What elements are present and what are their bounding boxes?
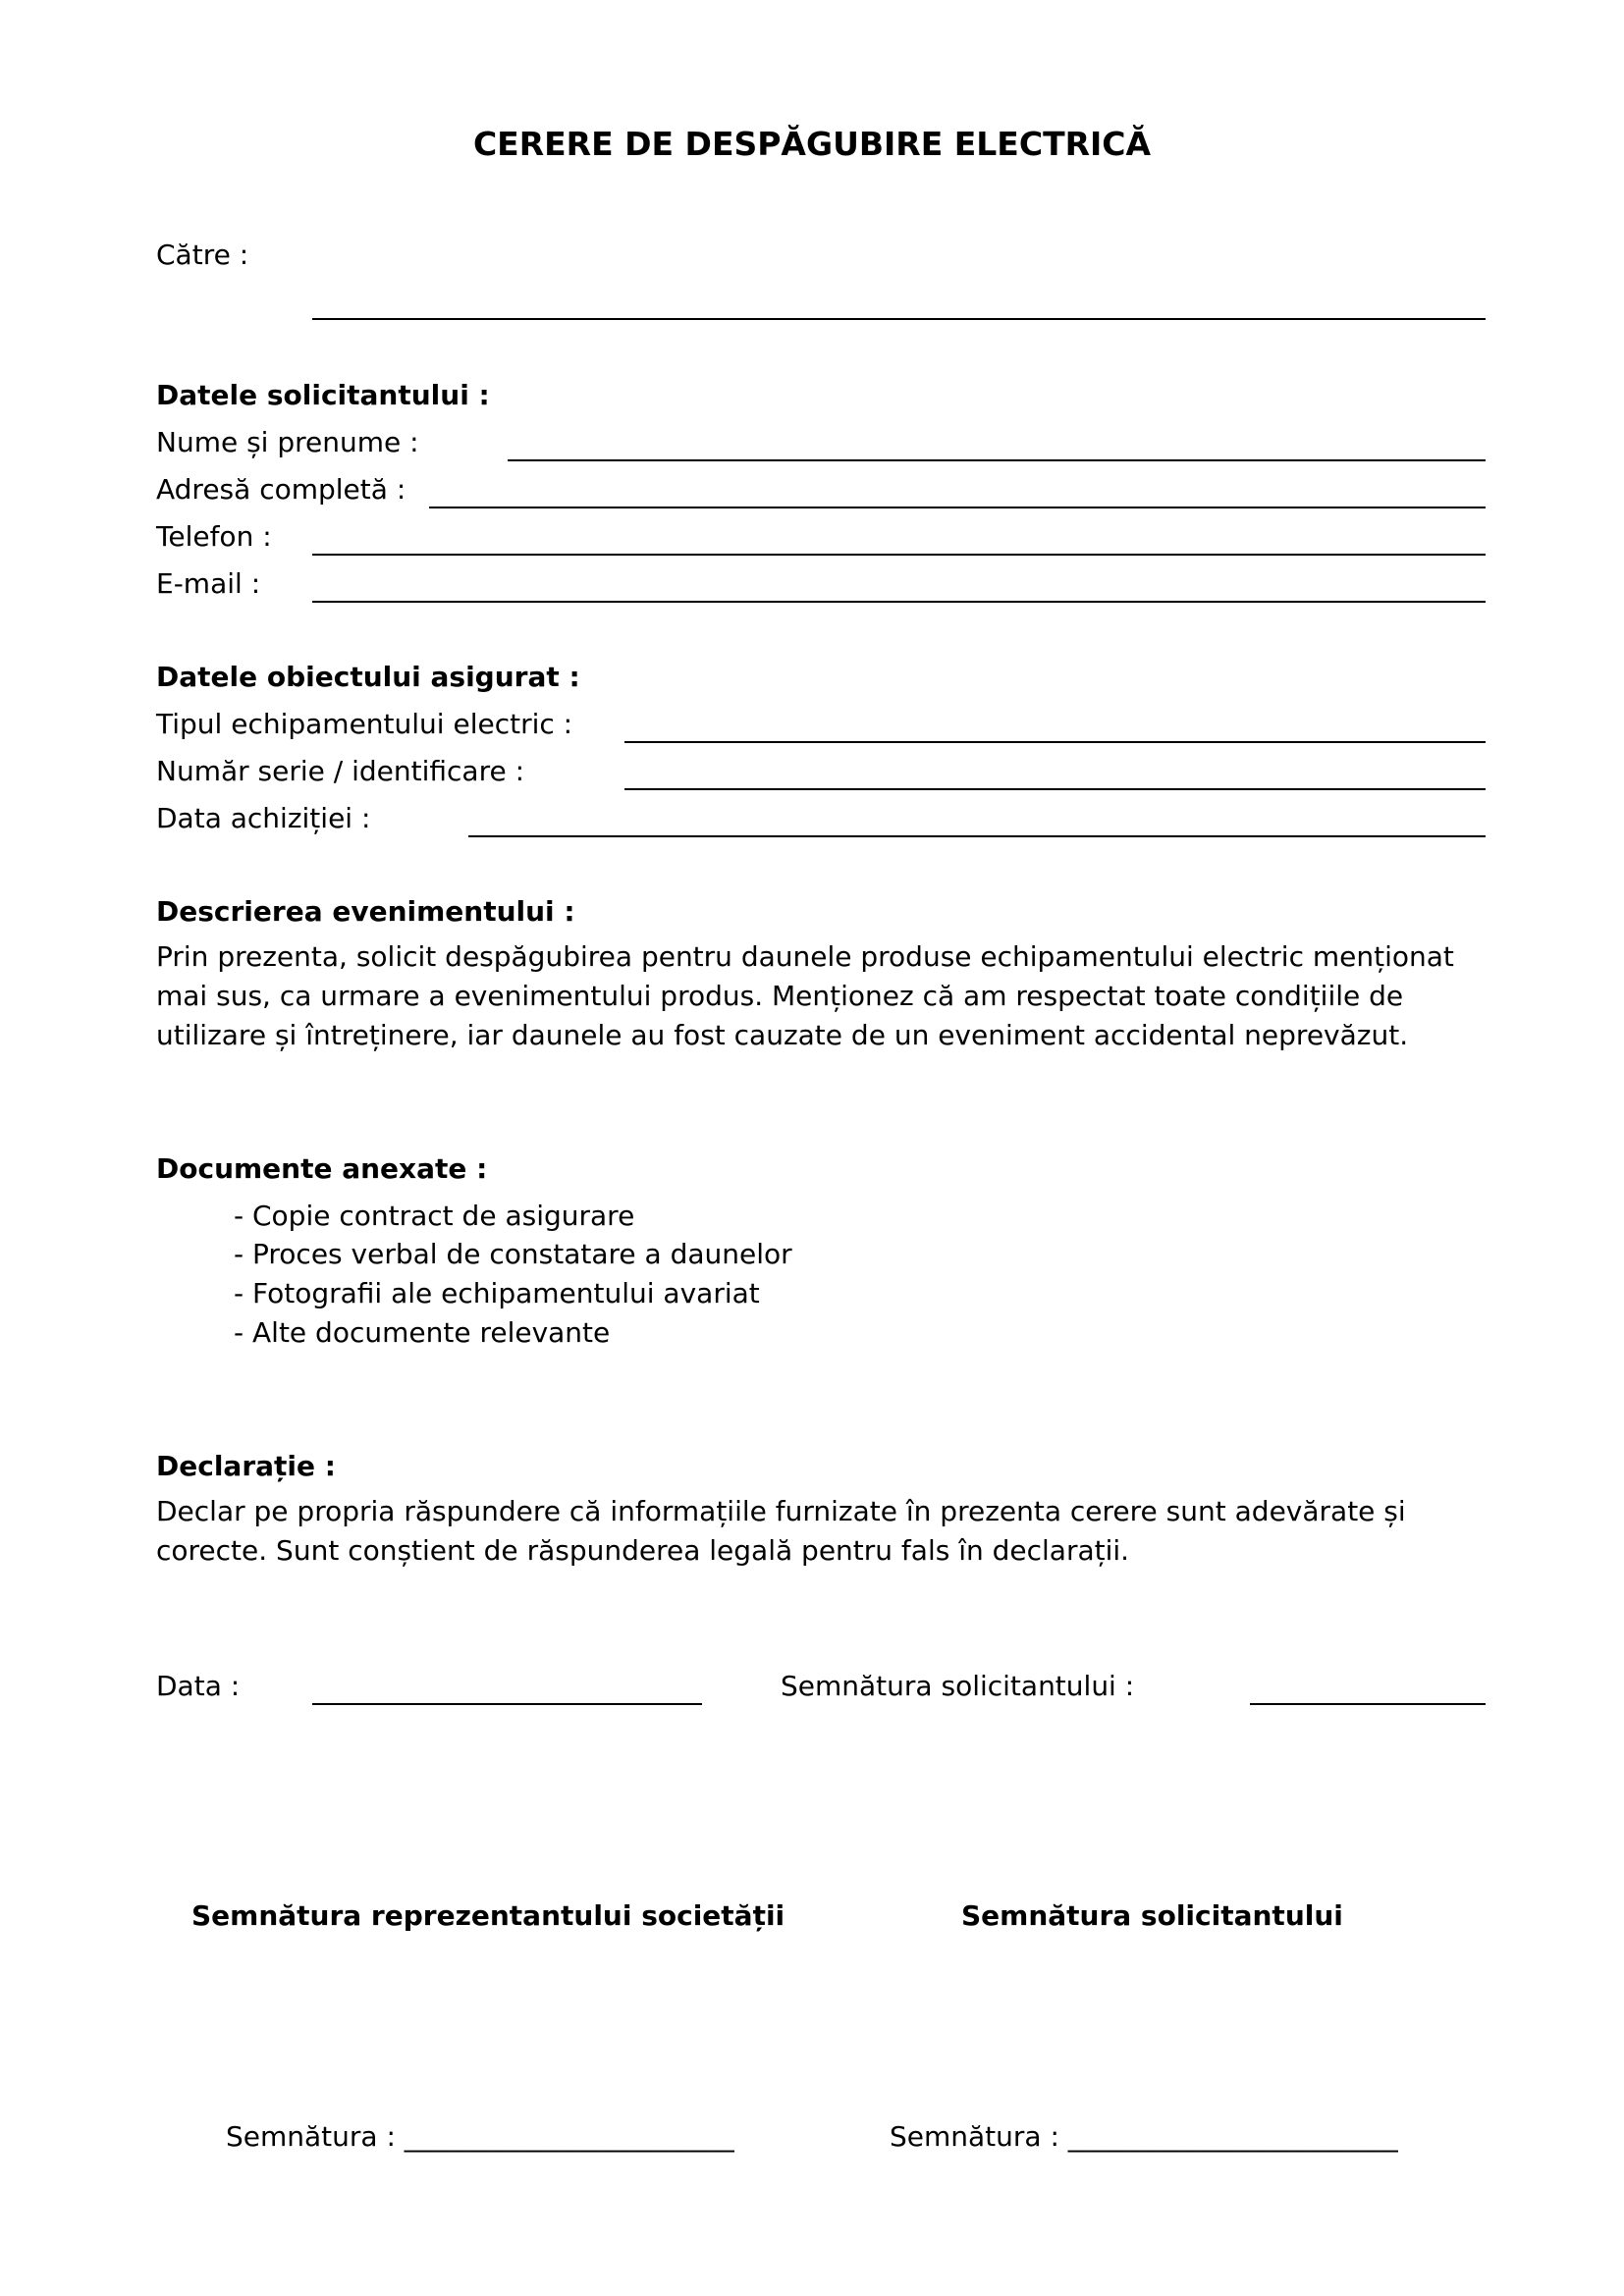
serial-number-label: Număr serie / identificare :: [156, 755, 525, 787]
serial-number-field[interactable]: [624, 788, 1486, 790]
recipient-field[interactable]: [312, 318, 1486, 320]
name-field[interactable]: [508, 459, 1486, 461]
date-field[interactable]: [312, 1703, 702, 1705]
applicant-signature-line[interactable]: Semnătura : ________________________: [890, 2120, 1398, 2153]
name-label: Nume și prenume :: [156, 426, 419, 458]
date-label: Data :: [156, 1670, 241, 1702]
phone-label: Telefon :: [156, 520, 272, 553]
purchase-date-field[interactable]: [468, 835, 1486, 837]
applicant-signature-label: Semnătura solicitantului :: [781, 1670, 1135, 1702]
applicant-signature-field[interactable]: [1250, 1703, 1486, 1705]
recipient-label: Către :: [156, 239, 249, 271]
applicant-heading: Datele solicitantului :: [156, 379, 490, 411]
event-description: Prin prezenta, solicit despăgubirea pentru daunele produse echipamentului electric menționat mai sus, ca urmare a evenimentului produs. Menționez că am respectat toate condițiile de utilizare și întreținere, iar daunele au fost cauzate de un eveniment accidental neprevăzut.: [156, 940, 1454, 1051]
equipment-type-field[interactable]: [624, 741, 1486, 743]
declaration-heading: Declarație :: [156, 1450, 336, 1482]
declaration-text: Declar pe propria răspundere că informațiile furnizate în prezenta cerere sunt adevărate și corecte. Sunt conștient de răspunderea legală pentru fals în declarații.: [156, 1495, 1406, 1567]
company-signature-line[interactable]: Semnătura : ________________________: [226, 2120, 734, 2153]
attachment-item: - Proces verbal de constatare a daunelor: [234, 1238, 792, 1270]
attachment-item: - Copie contract de asigurare: [234, 1200, 635, 1232]
address-field[interactable]: [429, 507, 1486, 508]
email-label: E-mail :: [156, 567, 261, 600]
insured-object-heading: Datele obiectului asigurat :: [156, 661, 580, 693]
equipment-type-label: Tipul echipamentului electric :: [156, 708, 573, 740]
attachment-item: - Alte documente relevante: [234, 1316, 611, 1349]
purchase-date-label: Data achiziției :: [156, 802, 371, 834]
address-label: Adresă completă :: [156, 473, 406, 506]
applicant-signature-heading: Semnătura solicitantului: [961, 1899, 1343, 1932]
event-heading: Descrierea evenimentului :: [156, 895, 575, 928]
phone-field[interactable]: [312, 554, 1486, 556]
attachments-heading: Documente anexate :: [156, 1152, 488, 1185]
email-field[interactable]: [312, 601, 1486, 603]
company-signature-heading: Semnătura reprezentantului societății: [191, 1899, 785, 1932]
attachment-item: - Fotografii ale echipamentului avariat: [234, 1277, 760, 1309]
document-title: CERERE DE DESPĂGUBIRE ELECTRICĂ: [472, 125, 1152, 163]
